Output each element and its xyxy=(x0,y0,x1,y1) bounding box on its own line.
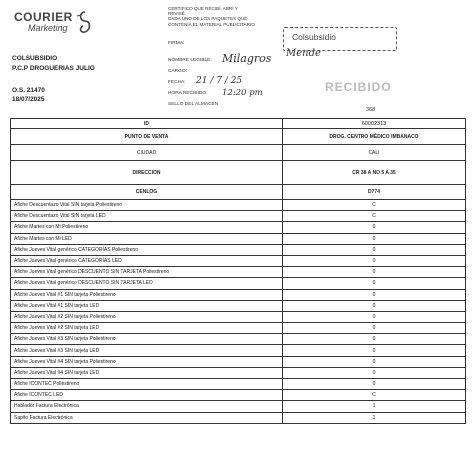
table-row xyxy=(11,300,466,311)
item-name: Afiche Jueves Vital #4 SIN tarjeta LED xyxy=(11,367,283,378)
item-quantity: 0 xyxy=(283,323,466,334)
store-number: 368 xyxy=(366,107,376,113)
item-name: Afiche Martes con Mi Poliestireno xyxy=(11,222,283,233)
table-header-label: ID xyxy=(11,119,283,129)
nombre-label: NOMBRE LEGIBLE: xyxy=(168,58,212,63)
table-row xyxy=(11,200,466,211)
table-row xyxy=(11,267,466,278)
item-quantity: C xyxy=(283,200,466,211)
item-quantity: C xyxy=(283,211,466,222)
courier-logo xyxy=(6,6,98,40)
table-header-label: CIUDAD xyxy=(11,145,283,161)
item-quantity: 0 xyxy=(283,367,466,378)
recibido-stamp: RECIBIDO xyxy=(325,80,392,94)
hora-label: HORA RECIBIDO: xyxy=(168,91,208,96)
item-name: Afiche Jueves Vital #1 SIN tarjeta Poliestireno xyxy=(11,289,283,300)
table-header-label: DIRECCION xyxy=(11,161,283,185)
table-row xyxy=(11,323,466,334)
item-name: Afiche Jueves Vital #3 SIN tarjeta LED xyxy=(11,345,283,356)
item-quantity: C xyxy=(283,390,466,401)
item-quantity: 1 xyxy=(283,401,466,412)
table-row xyxy=(11,278,466,289)
item-quantity: 0 xyxy=(283,379,466,390)
item-name: Afiche Jueves Vital #4 SIN tarjeta Poliestireno xyxy=(11,356,283,367)
item-quantity: 0 xyxy=(283,311,466,322)
table-header-row xyxy=(11,161,466,185)
item-name: Afiche Jueves Vital genérico DESCUENTO SIN TARJETA Poliestireno xyxy=(11,267,283,278)
table-row xyxy=(11,233,466,244)
table-row xyxy=(11,367,466,378)
item-name: Sapito Factura Electrónica xyxy=(11,412,283,423)
table-header-label: CENLOG xyxy=(11,185,283,200)
table-row xyxy=(11,401,466,412)
fecha-handwritten: 21 / 7 / 25 xyxy=(196,76,243,86)
item-name: Afiche Jueves Vital genérico DESCUENTO SIN TARJETA LED xyxy=(11,278,283,289)
item-quantity: 0 xyxy=(283,255,466,266)
table-header-value: DROG. CENTRO MÉDICO IMBANACO xyxy=(283,129,466,145)
item-quantity: 0 xyxy=(283,278,466,289)
cargo-label: CARGO: xyxy=(168,69,187,74)
table-row xyxy=(11,356,466,367)
table-header-value: 60002313 xyxy=(283,119,466,129)
item-name: Afiche Jueves Vital #2 SIN tarjeta Poliestireno xyxy=(11,311,283,322)
item-name: Habladör Factura Electrónica xyxy=(11,401,283,412)
item-name: Afiche Jueves Vital genérico CATEGORÍAS Poliestireno xyxy=(11,244,283,255)
item-quantity: 0 xyxy=(283,222,466,233)
client-name: COLSUBSIDIO xyxy=(12,55,58,62)
client-division: P.C.P DROGUERIAS JULIO xyxy=(12,65,95,72)
table-header-row xyxy=(11,185,466,200)
table-row xyxy=(11,390,466,401)
table-row xyxy=(11,379,466,390)
signature-handwritten: Mende xyxy=(286,48,321,59)
item-quantity: 0 xyxy=(283,233,466,244)
table-row xyxy=(11,222,466,233)
item-quantity: 0 xyxy=(283,267,466,278)
table-header-row xyxy=(11,119,466,129)
item-quantity: 0 xyxy=(283,334,466,345)
item-name: Afiche Descuentazo Vital SIN tarjeta Poliestireno xyxy=(11,200,283,211)
item-quantity: 1 xyxy=(283,412,466,423)
table-header-row xyxy=(11,145,466,161)
item-name: Afiche Descuentazo Vital SIN tarjeta LED xyxy=(11,211,283,222)
table-header-value: CALI xyxy=(283,145,466,161)
table-row xyxy=(11,412,466,423)
table-row xyxy=(11,289,466,300)
order-date: 18/07/2025 xyxy=(12,96,45,103)
item-quantity: 0 xyxy=(283,356,466,367)
logo-main-text: COURIER xyxy=(14,10,73,24)
table-header-label: PUNTO DE VENTA xyxy=(11,129,283,145)
table-row xyxy=(11,255,466,266)
table-row xyxy=(11,311,466,322)
order-number: O.S. 21470 xyxy=(12,87,45,94)
item-quantity: 0 xyxy=(283,244,466,255)
item-quantity: 0 xyxy=(283,300,466,311)
item-quantity: 0 xyxy=(283,345,466,356)
logo-sub-text: Marketing xyxy=(28,23,68,33)
item-name: Afiche Jueves Vital #2 SIN tarjeta LED xyxy=(11,323,283,334)
certificate-statement: CERTIFICO QUE RECIBÍ, ABRÍ Y REVISÉ CADA UNO DE LOS PAQUETES QUE CONTENÍA EL MATERIAL PUBLICITARIO xyxy=(168,6,255,27)
item-name: Afiche Jueves Vital #3 SIN tarjeta Poliestireno xyxy=(11,334,283,345)
item-quantity: 0 xyxy=(283,289,466,300)
table-header-value: D774 xyxy=(283,185,466,200)
item-name: Afiche Jueves Vital genérico CATEGORÍAS LED xyxy=(11,255,283,266)
delivery-table xyxy=(10,118,466,424)
table-row xyxy=(11,334,466,345)
table-row xyxy=(11,345,466,356)
colsubsidio-stamp xyxy=(283,27,397,51)
table-row xyxy=(11,211,466,222)
item-name: Afiche Jueves Vital #1 SIN tarjeta LED xyxy=(11,300,283,311)
nombre-handwritten: Milagros xyxy=(222,52,272,65)
table-header-row xyxy=(11,129,466,145)
item-name: Afiche ICONTEC Poliestireno xyxy=(11,379,283,390)
stamp-text: Colsubsidio xyxy=(292,32,336,42)
sello-label: SELLO DEL ALMACÉN xyxy=(168,102,219,107)
item-name: Afiche ICONTEC LED xyxy=(11,390,283,401)
table-row xyxy=(11,244,466,255)
logo-swirl-icon xyxy=(76,10,94,34)
fecha-label: FECHA: xyxy=(168,80,186,85)
table-header-value: CR 38 A NO 5 A 35 xyxy=(283,161,466,185)
item-name: Afiche Martes con Mi LED xyxy=(11,233,283,244)
hora-handwritten: 12:20 pm xyxy=(222,88,263,98)
firma-label: FIRMA: xyxy=(168,41,185,46)
